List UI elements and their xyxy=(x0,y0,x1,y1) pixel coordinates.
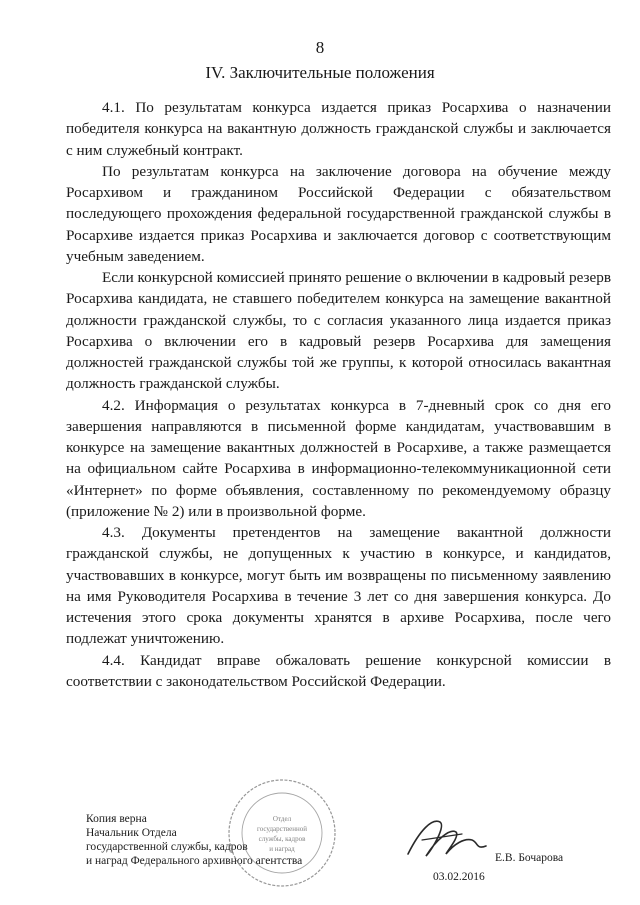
signer-name: Е.В. Бочарова xyxy=(495,852,564,864)
stamp-line-2: государственной xyxy=(257,825,307,833)
date: 03.02.2016 xyxy=(433,871,485,883)
position-title-line3: и наград Федерального архивного агентства xyxy=(86,855,303,867)
position-title-line2: государственной службы, кадров xyxy=(86,841,248,853)
paragraph-4-4: 4.4. Кандидат вправе обжаловать решение конкурсной комиссии в соответствии с законодательством Российской Федерации. xyxy=(66,651,611,690)
official-stamp xyxy=(226,777,338,889)
paragraph-4-1: 4.1. По результатам конкурса издается приказ Росархива о назначении победителя конкурса на вакантную должность гражданской службы и заключается с ним служебный контракт. xyxy=(66,99,611,159)
paragraph-contract-training: По результатам конкурса на заключение договора на обучение между Росархивом и гражданином Российской Федерации с обязательством последующего прохождения федеральной государственной гражданской службы в Росархиве издается приказ Росархива и заключается договор с соответствующим учебным заведением. xyxy=(66,162,611,265)
page-number: 8 xyxy=(315,38,325,57)
handwritten-signature xyxy=(402,810,490,870)
stamp-line-4: и наград xyxy=(269,845,295,853)
document-body xyxy=(66,97,611,692)
paragraph-personnel-reserve: Если конкурсной комиссией принято решение о включении в кадровый резерв Росархива кандидата, не ставшего победителем конкурса на замещение вакантной должности гражданской службы, то с согласия указанного лица издается приказ Росархива о включении его в кадровый резерв Росархива для замещения должностей гражданской службы той же группы, к которой относилась вакантная должность гражданской службы. xyxy=(66,269,611,393)
section-title: IV. Заключительные положения xyxy=(205,63,435,82)
position-title-line1: Начальник Отдела xyxy=(86,827,177,839)
paragraph-4-3: 4.3. Документы претендентов на замещение вакантной должности гражданской службы, не допущенных к участию в конкурсе, и кандидатов, участвовавших в конкурсе, могут быть им возвращены по письменному заявлению на имя Руководителя Росархива в течение 3 лет со дня завершения конкурса. До истечения этого срока документы хранятся в архиве Росархива, после чего подлежат уничтожению. xyxy=(66,524,611,648)
stamp-line-1: Отдел xyxy=(272,815,292,823)
copy-certified-label: Копия верна xyxy=(86,813,147,825)
stamp-line-3: службы, кадров xyxy=(258,835,306,843)
paragraph-4-2: 4.2. Информация о результатах конкурса в 7-дневный срок со дня его завершения направляются в письменной форме кандидатам, участвовавшим в конкурсе на замещение вакантных должностей в Росархиве, а также размещается на официальном сайте Росархива в информационно-телекоммуникационной сети «Интернет» по форме объявления, составленному по рекомендуемому образцу (приложение № 2) или в произвольной форме. xyxy=(66,396,611,520)
